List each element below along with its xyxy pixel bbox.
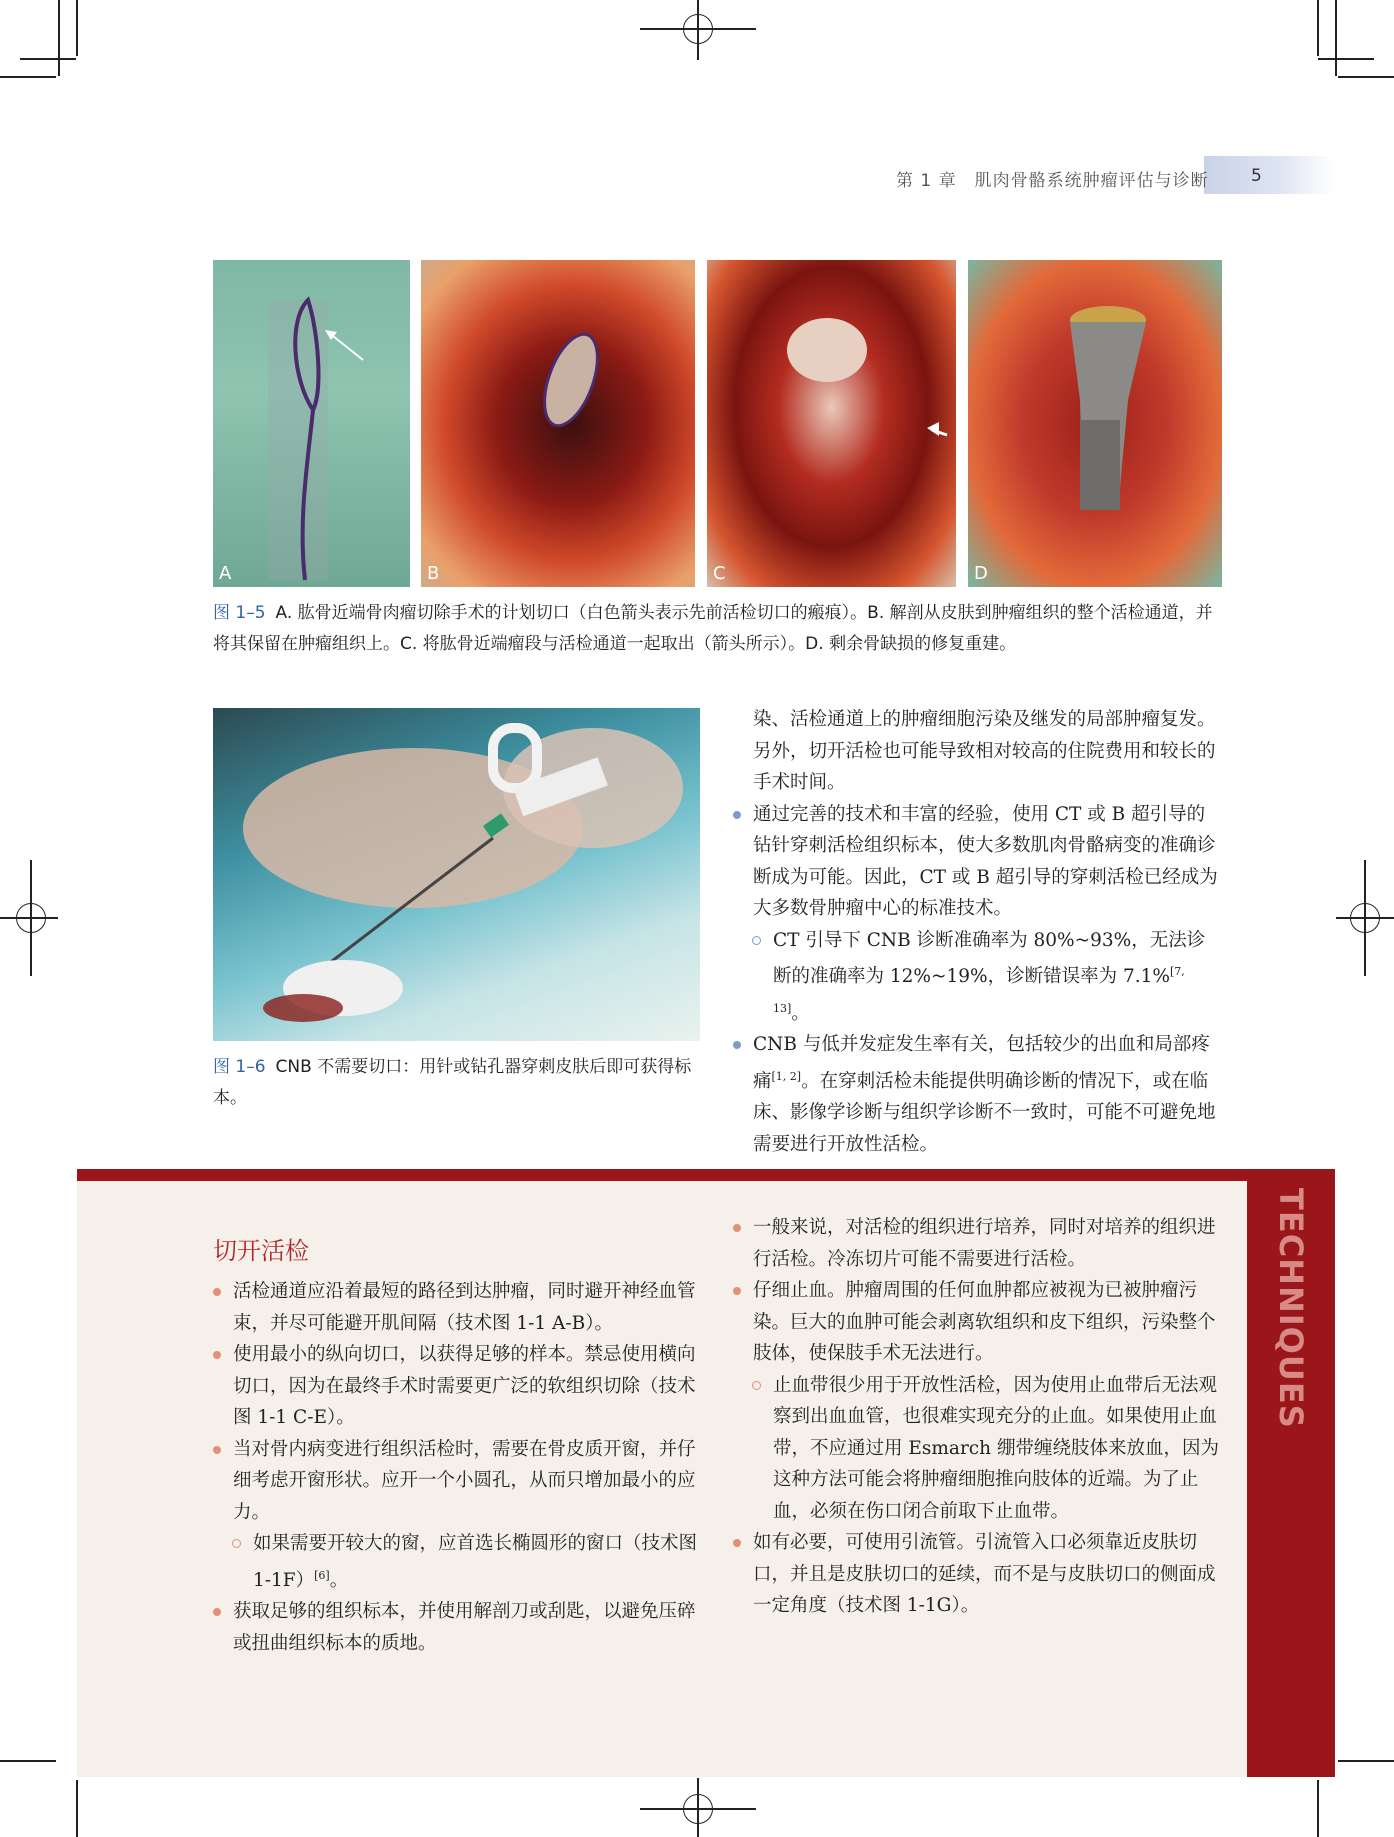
crop-mark <box>0 1760 56 1762</box>
bullet-text: 获取足够的组织标本，并使用解剖刀或刮匙，以避免压碎或扭曲组织标本的质地。 <box>233 1601 696 1654</box>
panel-label: B <box>427 563 440 584</box>
photo-panel-d <box>968 260 1222 587</box>
photo-panel-a <box>213 260 410 587</box>
bullet-text: 通过完善的技术和丰富的经验，使用 CT 或 B 超引导的钻针穿刺活检组织标本，使大多数肌肉骨骼病变的准确诊断成为可能。因此，CT 或 B 超引导的穿刺活检已经成为大多数骨肿瘤中心的标准技术。 <box>753 803 1218 919</box>
sub-bullet-text: CT 引导下 CNB 诊断准确率为 80%~93%，无法诊断的准确率为 12%~19%，诊断错误率为 7.1% <box>773 929 1206 988</box>
bullet-text: 当对骨内病变进行组织活检时，需要在骨皮质开窗，并仔细考虑开窗形状。应开一个小圆孔，从而只增加最小的应力。 <box>233 1438 696 1523</box>
chapter-header: 第 1 章 肌肉骨骼系统肿瘤评估与诊断 <box>896 171 1209 191</box>
crop-mark <box>1317 1780 1319 1837</box>
caption-text: CNB 不需要切口：用针或钻孔器穿刺皮肤后即可获得标本。 <box>213 1057 692 1108</box>
registration-circle <box>16 903 46 933</box>
bullet-item <box>733 1275 1223 1370</box>
techniques-label-text: TECHNIQUES <box>1272 1188 1310 1429</box>
panel-label: A <box>219 563 232 584</box>
bullet-text: 活检通道应沿着最短的路径到达肿瘤，同时避开神经血管束，并尽可能避开肌间隔（技术图 1-1 A-B）。 <box>233 1281 696 1334</box>
crop-mark <box>76 1780 78 1837</box>
reference: [1, 2] <box>771 1069 802 1083</box>
bullet-item <box>213 1276 703 1339</box>
crop-mark <box>76 0 78 56</box>
punctuation: 。 <box>791 1002 810 1024</box>
crop-mark <box>1338 1760 1394 1762</box>
punctuation: 。 <box>329 1569 349 1591</box>
right-text-column <box>753 704 1223 1160</box>
crop-mark <box>58 0 60 76</box>
sub-bullet-item <box>213 1528 703 1596</box>
sub-bullet-item <box>733 925 1223 1030</box>
page-number-band <box>1204 156 1334 194</box>
crop-mark <box>1338 76 1394 78</box>
registration-circle <box>683 1794 713 1824</box>
techniques-right-column <box>733 1212 1223 1622</box>
figure-1-6-caption <box>213 1052 703 1114</box>
techniques-side-label <box>1247 1188 1335 1429</box>
registration-circle <box>683 14 713 44</box>
bullet-text: 。在穿刺活检未能提供明确诊断的情况下，或在临床、影像学诊断与组织学诊断不一致时，可能不可避免地需要进行开放性活检。 <box>753 1070 1216 1155</box>
bullet-text: 使用最小的纵向切口，以获得足够的样本。禁忌使用横向切口，因为在最终手术时需要更广泛的软组织切除（技术图 1-1 C-E）。 <box>233 1344 696 1428</box>
bullet-item <box>213 1434 703 1529</box>
figure-1-5-caption <box>213 598 1228 660</box>
photo-cnb-needle <box>213 708 700 1041</box>
paragraph: 染、活检通道上的肿瘤细胞污染及继发的局部肿瘤复发。另外，切开活检也可能导致相对较高的住院费用和较长的手术时间。 <box>753 709 1216 793</box>
registration-circle <box>1350 903 1380 933</box>
bullet-item <box>733 1527 1223 1622</box>
caption-number: 图 1–6 <box>213 1057 266 1077</box>
bullet-item <box>733 1212 1223 1275</box>
techniques-box-top-bar <box>77 1169 1335 1181</box>
page-number: 5 <box>1251 166 1262 186</box>
photo-panel-b <box>421 260 695 587</box>
bullet-text: CNB 与低并发症发生率有关，包括较少的出血和局部疼痛 <box>753 1034 1210 1092</box>
techniques-left-column <box>213 1276 703 1659</box>
sub-bullet-item <box>733 1370 1223 1528</box>
panel-label: D <box>974 563 988 584</box>
section-title: 切开活检 <box>213 1237 309 1265</box>
reference: [7, 13] <box>773 965 1185 1015</box>
bullet-text: 一般来说，对活检的组织进行培养，同时对培养的组织进行活检。冷冻切片可能不需要进行活检。 <box>753 1217 1216 1270</box>
bullet-text: 如有必要，可使用引流管。引流管入口必须靠近皮肤切口，并且是皮肤切口的延续，而不是与皮肤切口的侧面成一定角度（技术图 1-1G）。 <box>753 1532 1216 1616</box>
photo-panel-c <box>707 260 956 587</box>
crop-mark <box>1335 0 1337 76</box>
bullet-item <box>213 1596 703 1659</box>
sub-bullet-text: 止血带很少用于开放性活检，因为使用止血带后无法观察到出血血管，也很难实现充分的止血。如果使用止血带，不应通过用 Esmarch 绷带缠绕肢体来放血，因为这种方法可能会将肿瘤细胞推向肢体的近端。为了止血，必须在伤口闭合前取下止血带。 <box>773 1374 1219 1522</box>
bullet-item <box>733 799 1223 925</box>
caption-text: A. 肱骨近端骨肉瘤切除手术的计划切口（白色箭头表示先前活检切口的瘢痕）。B. 解剖从皮肤到肿瘤组织的整个活检通道，并将其保留在肿瘤组织上。C. 将肱骨近端瘤段与活检通道一起取出（箭头所示）。D. 剩余骨缺损的修复重建。 <box>213 603 1213 654</box>
crop-mark <box>1318 58 1374 60</box>
sub-bullet-text: 如果需要开较大的窗，应首选长椭圆形的窗口（技术图 1-1F） <box>253 1533 698 1591</box>
bullet-item <box>733 1029 1223 1160</box>
bullet-item <box>213 1339 703 1434</box>
caption-number: 图 1–5 <box>213 603 266 623</box>
crop-mark <box>0 76 56 78</box>
bullet-text: 仔细止血。肿瘤周围的任何血肿都应被视为已被肿瘤污染。巨大的血肿可能会剥离软组织和皮下组织，污染整个肢体，使保肢手术无法进行。 <box>753 1280 1216 1364</box>
panel-label: C <box>713 563 726 584</box>
crop-mark <box>1317 0 1319 56</box>
reference: [6] <box>314 1568 330 1582</box>
crop-mark <box>20 58 76 60</box>
